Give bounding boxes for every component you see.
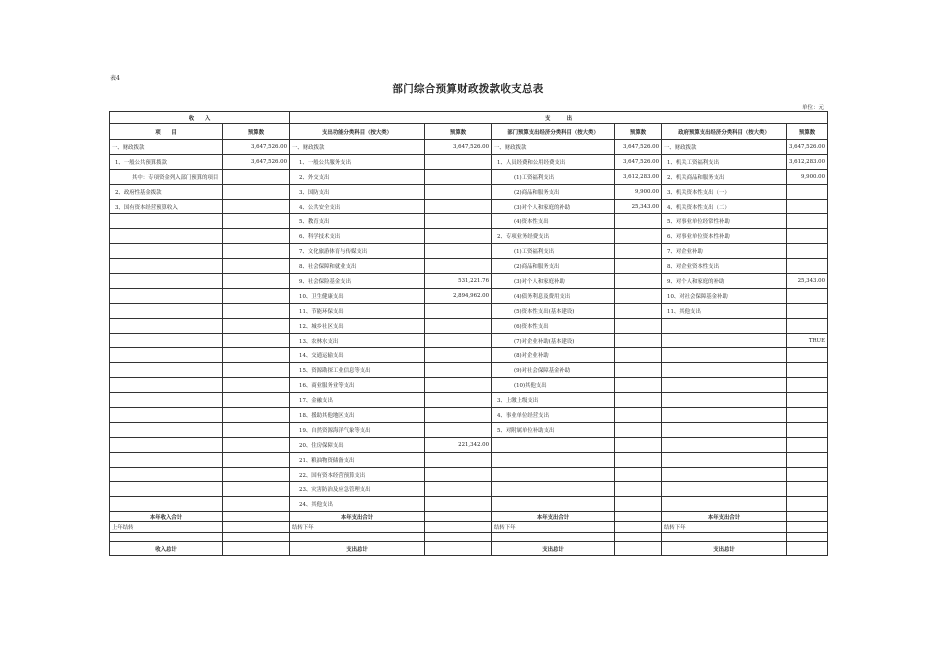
income-value: 3,647,526.00 bbox=[223, 154, 290, 169]
gov-econ-value bbox=[787, 452, 828, 467]
func-value bbox=[425, 467, 492, 482]
func-item: 13、农林水支出 bbox=[290, 333, 425, 348]
gov-econ-value bbox=[787, 497, 828, 512]
dept-econ-value: 3,647,526.00 bbox=[615, 140, 662, 155]
income-value bbox=[223, 482, 290, 497]
total-expense-label: 本年支出合计 bbox=[290, 512, 425, 522]
income-item bbox=[110, 363, 223, 378]
carry-next-label: 结转下年 bbox=[290, 522, 425, 533]
dept-econ-value bbox=[615, 482, 662, 497]
gov-econ-item: 10、对社会保障基金补助 bbox=[662, 288, 787, 303]
income-value bbox=[223, 422, 290, 437]
income-item: 3、国有资本经营预算收入 bbox=[110, 199, 223, 214]
dept-econ-item: 4、事业单位经营支出 bbox=[492, 408, 615, 423]
func-value bbox=[425, 229, 492, 244]
blank-row bbox=[110, 533, 828, 542]
func-value bbox=[425, 214, 492, 229]
gov-econ-value bbox=[787, 244, 828, 259]
table-row bbox=[110, 408, 828, 423]
income-value bbox=[223, 169, 290, 184]
income-item bbox=[110, 467, 223, 482]
gov-econ-value bbox=[787, 437, 828, 452]
gov-econ-item: 3、机关资本性支出（一） bbox=[662, 184, 787, 199]
gov-econ-item: 1、机关工资福利支出 bbox=[662, 154, 787, 169]
func-item: 24、其他支出 bbox=[290, 497, 425, 512]
dept-econ-item: (5)资本性支出(基本建设) bbox=[492, 303, 615, 318]
dept-econ-value: 25,343.00 bbox=[615, 199, 662, 214]
dept-econ-value: 3,612,283.00 bbox=[615, 169, 662, 184]
table-row bbox=[110, 497, 828, 512]
grand-expense-label: 支出总计 bbox=[290, 542, 425, 556]
func-item: 5、教育支出 bbox=[290, 214, 425, 229]
income-item bbox=[110, 214, 223, 229]
dept-econ-item: 一、财政拨款 bbox=[492, 140, 615, 155]
income-item bbox=[110, 229, 223, 244]
dept-econ-value bbox=[615, 333, 662, 348]
gov-econ-item bbox=[662, 467, 787, 482]
func-item: 10、卫生健康支出 bbox=[290, 288, 425, 303]
func-item: 19、自然资源海洋气象等支出 bbox=[290, 422, 425, 437]
func-item: 14、交通运输支出 bbox=[290, 348, 425, 363]
grand-expense-label: 支出总计 bbox=[492, 542, 615, 556]
gov-econ-value bbox=[787, 229, 828, 244]
column-header-row bbox=[110, 124, 828, 140]
table-row bbox=[110, 452, 828, 467]
col-header-item: 项 目 bbox=[110, 124, 223, 140]
table-row bbox=[110, 303, 828, 318]
income-value bbox=[223, 437, 290, 452]
income-item: 2、政府性基金拨款 bbox=[110, 184, 223, 199]
func-item: 2、外交支出 bbox=[290, 169, 425, 184]
gov-econ-value: 3,612,283.00 bbox=[787, 154, 828, 169]
gov-econ-value: TRUE bbox=[787, 333, 828, 348]
table-number: 表4 bbox=[110, 75, 120, 82]
gov-econ-value bbox=[787, 303, 828, 318]
income-item: 一、财政拨款 bbox=[110, 140, 223, 155]
func-value bbox=[425, 393, 492, 408]
table-row bbox=[110, 199, 828, 214]
func-value: 221,342.00 bbox=[425, 437, 492, 452]
gov-econ-item: 11、其他支出 bbox=[662, 303, 787, 318]
dept-econ-value bbox=[615, 303, 662, 318]
func-value bbox=[425, 482, 492, 497]
dept-econ-value bbox=[615, 259, 662, 274]
dept-econ-item: (1)工资福利支出 bbox=[492, 169, 615, 184]
dept-econ-value bbox=[615, 348, 662, 363]
dept-econ-value bbox=[615, 467, 662, 482]
dept-econ-item: (1)工资福利支出 bbox=[492, 244, 615, 259]
table-row bbox=[110, 259, 828, 274]
income-item: 1、一般公共预算拨款 bbox=[110, 154, 223, 169]
func-value bbox=[425, 244, 492, 259]
dept-econ-item: 3、上缴上级支出 bbox=[492, 393, 615, 408]
income-value bbox=[223, 363, 290, 378]
gov-econ-item: 7、对企业补助 bbox=[662, 244, 787, 259]
table-row bbox=[110, 437, 828, 452]
income-value bbox=[223, 229, 290, 244]
dept-econ-value bbox=[615, 378, 662, 393]
dept-econ-value bbox=[615, 408, 662, 423]
total-expense-label: 本年支出合计 bbox=[492, 512, 615, 522]
gov-econ-item bbox=[662, 422, 787, 437]
income-value bbox=[223, 393, 290, 408]
gov-econ-item bbox=[662, 333, 787, 348]
gov-econ-item bbox=[662, 497, 787, 512]
income-item: 其中：专项资金列入部门预算的项目 bbox=[110, 169, 223, 184]
grand-total-row bbox=[110, 542, 828, 556]
income-group-header: 收 入 bbox=[110, 112, 290, 124]
grand-income-label: 收入总计 bbox=[110, 542, 223, 556]
income-item bbox=[110, 452, 223, 467]
total-row bbox=[110, 512, 828, 522]
gov-econ-item bbox=[662, 363, 787, 378]
col-header-budget: 预算数 bbox=[425, 124, 492, 140]
income-item bbox=[110, 318, 223, 333]
func-item: 15、资源勘探工业信息等支出 bbox=[290, 363, 425, 378]
func-item: 9、社会保险基金支出 bbox=[290, 274, 425, 289]
table-row bbox=[110, 467, 828, 482]
gov-econ-value bbox=[787, 184, 828, 199]
income-item bbox=[110, 408, 223, 423]
func-item: 12、城乡社区支出 bbox=[290, 318, 425, 333]
col-header-budget: 预算数 bbox=[615, 124, 662, 140]
col-header-gov-econ: 政府预算支出经济分类科目（按大类） bbox=[662, 124, 787, 140]
carry-row bbox=[110, 522, 828, 533]
dept-econ-value bbox=[615, 437, 662, 452]
func-value bbox=[425, 452, 492, 467]
dept-econ-item bbox=[492, 467, 615, 482]
income-value bbox=[223, 408, 290, 423]
dept-econ-value bbox=[615, 452, 662, 467]
income-item bbox=[110, 437, 223, 452]
dept-econ-item: (3)对个人和家庭补助 bbox=[492, 274, 615, 289]
income-value bbox=[223, 244, 290, 259]
dept-econ-item: (8)对企业补助 bbox=[492, 348, 615, 363]
func-value: 3,647,526.00 bbox=[425, 140, 492, 155]
dept-econ-item: (3)对个人和家庭的补助 bbox=[492, 199, 615, 214]
func-item: 21、粮油物资储备支出 bbox=[290, 452, 425, 467]
table-row bbox=[110, 169, 828, 184]
budget-summary-table bbox=[109, 111, 828, 556]
table-row bbox=[110, 482, 828, 497]
dept-econ-item: (9)对社会保障基金补助 bbox=[492, 363, 615, 378]
carry-next-label: 结转下年 bbox=[492, 522, 615, 533]
func-value bbox=[425, 259, 492, 274]
income-value bbox=[223, 318, 290, 333]
expense-group-header: 支 出 bbox=[290, 112, 828, 124]
func-item: 8、社会保障和就业支出 bbox=[290, 259, 425, 274]
gov-econ-item: 2、机关商品和服务支出 bbox=[662, 169, 787, 184]
gov-econ-item bbox=[662, 318, 787, 333]
col-header-func: 支出功能分类科目（按大类） bbox=[290, 124, 425, 140]
func-item: 6、科学技术支出 bbox=[290, 229, 425, 244]
gov-econ-value bbox=[787, 422, 828, 437]
func-value bbox=[425, 199, 492, 214]
income-value bbox=[223, 259, 290, 274]
table-row bbox=[110, 140, 828, 155]
gov-econ-item: 5、对事业单位经常性补助 bbox=[662, 214, 787, 229]
gov-econ-item bbox=[662, 437, 787, 452]
income-item bbox=[110, 422, 223, 437]
dept-econ-value bbox=[615, 288, 662, 303]
func-value bbox=[425, 318, 492, 333]
dept-econ-value bbox=[615, 363, 662, 378]
carry-next-label: 结转下年 bbox=[662, 522, 787, 533]
gov-econ-item bbox=[662, 393, 787, 408]
dept-econ-value bbox=[615, 497, 662, 512]
income-value bbox=[223, 199, 290, 214]
table-row bbox=[110, 154, 828, 169]
func-value bbox=[425, 154, 492, 169]
dept-econ-item bbox=[492, 452, 615, 467]
func-value bbox=[425, 408, 492, 423]
income-value bbox=[223, 288, 290, 303]
gov-econ-value: 3,647,526.00 bbox=[787, 140, 828, 155]
income-item bbox=[110, 259, 223, 274]
gov-econ-value bbox=[787, 378, 828, 393]
table-row bbox=[110, 363, 828, 378]
gov-econ-value bbox=[787, 348, 828, 363]
table-row bbox=[110, 318, 828, 333]
gov-econ-value bbox=[787, 393, 828, 408]
gov-econ-item: 6、对事业单位资本性补助 bbox=[662, 229, 787, 244]
income-value bbox=[223, 333, 290, 348]
gov-econ-value bbox=[787, 288, 828, 303]
gov-econ-value bbox=[787, 408, 828, 423]
dept-econ-item: (4)债务利息及费用支出 bbox=[492, 288, 615, 303]
income-value bbox=[223, 348, 290, 363]
table-row bbox=[110, 244, 828, 259]
func-item: 22、国有资本经营预算支出 bbox=[290, 467, 425, 482]
func-item: 3、国防支出 bbox=[290, 184, 425, 199]
dept-econ-value bbox=[615, 318, 662, 333]
gov-econ-item: 4、机关资本性支出（二） bbox=[662, 199, 787, 214]
income-item bbox=[110, 303, 223, 318]
func-item: 1、一般公共服务支出 bbox=[290, 154, 425, 169]
table-row bbox=[110, 422, 828, 437]
dept-econ-value bbox=[615, 214, 662, 229]
dept-econ-item: (7)对企业补助(基本建设) bbox=[492, 333, 615, 348]
unit-label: 单位：元 bbox=[801, 105, 824, 111]
gov-econ-value bbox=[787, 482, 828, 497]
dept-econ-item: 2、专项业务经费支出 bbox=[492, 229, 615, 244]
gov-econ-item bbox=[662, 452, 787, 467]
income-value bbox=[223, 274, 290, 289]
dept-econ-item bbox=[492, 497, 615, 512]
income-item bbox=[110, 497, 223, 512]
income-item bbox=[110, 482, 223, 497]
group-header-row bbox=[110, 112, 828, 124]
func-value bbox=[425, 378, 492, 393]
gov-econ-item: 8、对企业资本性支出 bbox=[662, 259, 787, 274]
dept-econ-item: (2)商品和服务支出 bbox=[492, 259, 615, 274]
dept-econ-item: (4)资本性支出 bbox=[492, 214, 615, 229]
gov-econ-value bbox=[787, 259, 828, 274]
income-item bbox=[110, 288, 223, 303]
income-value bbox=[223, 467, 290, 482]
gov-econ-value: 9,900.00 bbox=[787, 169, 828, 184]
income-value bbox=[223, 452, 290, 467]
dept-econ-value: 3,647,526.00 bbox=[615, 154, 662, 169]
dept-econ-value bbox=[615, 229, 662, 244]
table-row bbox=[110, 393, 828, 408]
table-row bbox=[110, 333, 828, 348]
income-value bbox=[223, 497, 290, 512]
func-item: 16、商业服务业等支出 bbox=[290, 378, 425, 393]
func-value bbox=[425, 422, 492, 437]
gov-econ-item bbox=[662, 482, 787, 497]
dept-econ-item bbox=[492, 437, 615, 452]
gov-econ-value bbox=[787, 318, 828, 333]
func-value bbox=[425, 169, 492, 184]
income-value bbox=[223, 214, 290, 229]
dept-econ-value: 9,900.00 bbox=[615, 184, 662, 199]
dept-econ-item bbox=[492, 482, 615, 497]
func-value bbox=[425, 184, 492, 199]
gov-econ-item bbox=[662, 408, 787, 423]
gov-econ-value bbox=[787, 467, 828, 482]
gov-econ-value bbox=[787, 363, 828, 378]
income-value bbox=[223, 184, 290, 199]
table-row bbox=[110, 348, 828, 363]
table-row bbox=[110, 229, 828, 244]
total-expense-label: 本年支出合计 bbox=[662, 512, 787, 522]
func-item: 4、公共安全支出 bbox=[290, 199, 425, 214]
func-item: 11、节能环保支出 bbox=[290, 303, 425, 318]
func-value bbox=[425, 497, 492, 512]
table-row bbox=[110, 274, 828, 289]
income-item bbox=[110, 378, 223, 393]
dept-econ-item: 5、对附属单位补助支出 bbox=[492, 422, 615, 437]
income-item bbox=[110, 333, 223, 348]
func-value bbox=[425, 363, 492, 378]
col-header-budget: 预算数 bbox=[223, 124, 290, 140]
func-value: 531,221.76 bbox=[425, 274, 492, 289]
dept-econ-item: (6)资本性支出 bbox=[492, 318, 615, 333]
func-item: 20、住房保障支出 bbox=[290, 437, 425, 452]
gov-econ-item bbox=[662, 378, 787, 393]
gov-econ-item bbox=[662, 348, 787, 363]
page-title: 部门综合预算财政拨款收支总表 bbox=[392, 83, 544, 95]
gov-econ-value bbox=[787, 199, 828, 214]
func-value bbox=[425, 333, 492, 348]
func-item: 一、财政拨款 bbox=[290, 140, 425, 155]
func-item: 7、文化旅游体育与传媒支出 bbox=[290, 244, 425, 259]
col-header-dept-econ: 部门预算支出经济分类科目（按大类） bbox=[492, 124, 615, 140]
income-value: 3,647,526.00 bbox=[223, 140, 290, 155]
income-value bbox=[223, 303, 290, 318]
func-item: 17、金融支出 bbox=[290, 393, 425, 408]
table-row bbox=[110, 378, 828, 393]
table-row bbox=[110, 184, 828, 199]
gov-econ-value bbox=[787, 214, 828, 229]
func-item: 18、援助其他地区支出 bbox=[290, 408, 425, 423]
carry-prev-label: 上年结转 bbox=[110, 522, 223, 533]
table-row bbox=[110, 288, 828, 303]
gov-econ-item: 9、对个人和家庭的补助 bbox=[662, 274, 787, 289]
func-value bbox=[425, 348, 492, 363]
income-item bbox=[110, 393, 223, 408]
dept-econ-value bbox=[615, 422, 662, 437]
grand-expense-label: 支出总计 bbox=[662, 542, 787, 556]
total-income-label: 本年收入合计 bbox=[110, 512, 223, 522]
dept-econ-value bbox=[615, 274, 662, 289]
gov-econ-value: 25,343.00 bbox=[787, 274, 828, 289]
dept-econ-item: 1、人员经费和公用经费支出 bbox=[492, 154, 615, 169]
gov-econ-item: 一、财政拨款 bbox=[662, 140, 787, 155]
income-item bbox=[110, 274, 223, 289]
income-item bbox=[110, 244, 223, 259]
income-value bbox=[223, 378, 290, 393]
dept-econ-item: (10)其他支出 bbox=[492, 378, 615, 393]
func-item: 23、灾害防治及应急管理支出 bbox=[290, 482, 425, 497]
dept-econ-value bbox=[615, 393, 662, 408]
col-header-budget: 预算数 bbox=[787, 124, 828, 140]
func-value: 2,894,962.00 bbox=[425, 288, 492, 303]
func-value bbox=[425, 303, 492, 318]
income-item bbox=[110, 348, 223, 363]
dept-econ-value bbox=[615, 244, 662, 259]
table-row bbox=[110, 214, 828, 229]
dept-econ-item: (2)商品和服务支出 bbox=[492, 184, 615, 199]
